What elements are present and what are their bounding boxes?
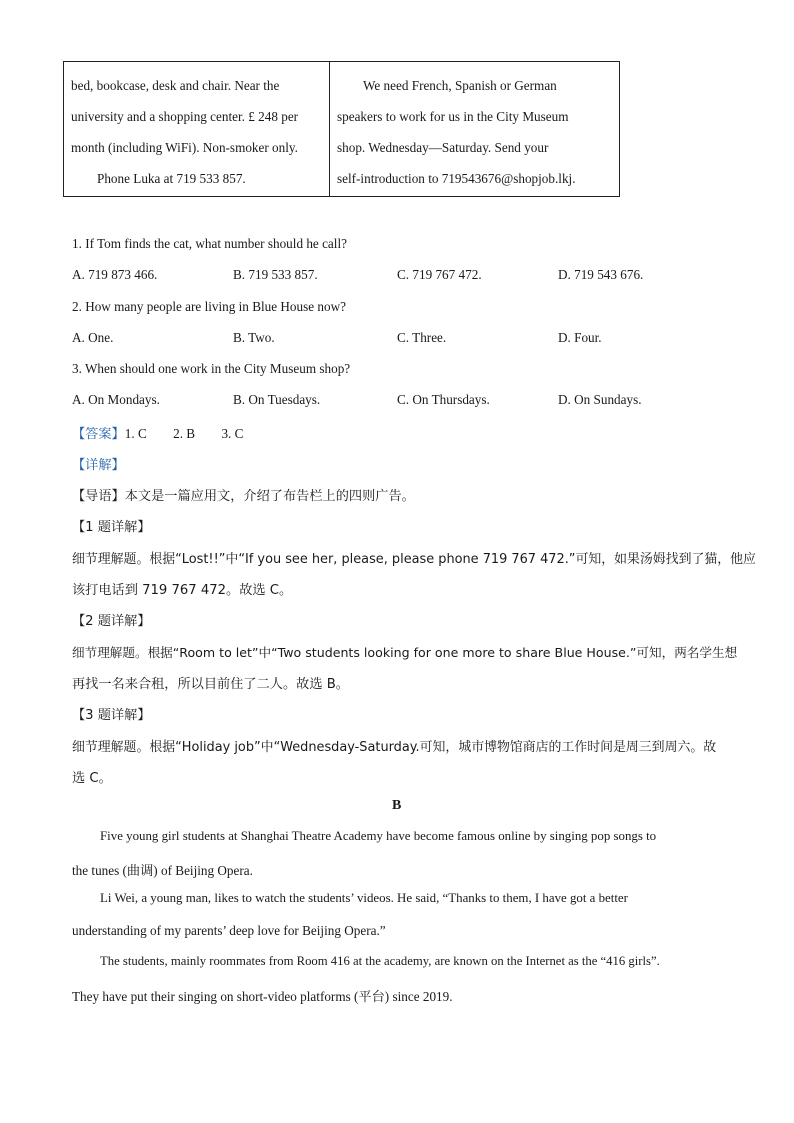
question-1-option-d: D. 719 543 676. [558, 267, 644, 282]
question-3-option-c: C. On Thursdays. [397, 392, 490, 407]
q1-detail-line1: 细节理解题。根据“Lost!!”中“If you see her, please, please phone 719 767 472.”可知，如果汤姆找到了猫，他应 [72, 552, 756, 567]
question-3-stem: 3. When should one work in the City Museum shop? [72, 361, 351, 376]
ad-line: bed, bookcase, desk and chair. Near the [71, 78, 280, 93]
passage-line: Li Wei, a young man, likes to watch the students’ videos. He said, “Thanks to them, I have got a better [100, 891, 628, 905]
question-2-stem: 2. How many people are living in Blue House now? [72, 299, 346, 314]
ad-line: We need French, Spanish or German [363, 78, 557, 93]
passage-line: The students, mainly roommates from Room 416 at the academy, are known on the Internet as the “416 girls”. [100, 954, 660, 968]
q1-detail-heading: 【1 题详解】 [72, 520, 151, 535]
question-3-option-b: B. On Tuesdays. [233, 392, 321, 407]
ad-line: month (including WiFi). Non-smoker only. [71, 140, 298, 155]
question-3-option-d: D. On Sundays. [558, 392, 642, 407]
passage-line: Five young girl students at Shanghai Theatre Academy have become famous online by singing pop songs to [100, 829, 657, 843]
question-2-option-d: D. Four. [558, 330, 602, 345]
answer-label: 【答案】 [72, 427, 125, 442]
ad-line: university and a shopping center. £ 248 per [71, 109, 299, 124]
question-1-option-b: B. 719 533 857. [233, 267, 318, 282]
ad-holiday-job-cell [330, 62, 620, 197]
q2-detail-heading: 【2 题详解】 [72, 614, 151, 629]
ads-table [63, 61, 620, 197]
q2-detail-line1: 细节理解题。根据“Room to let”中“Two students looking for one more to share Blue House.”可知，两名学生想 [72, 645, 738, 660]
q3-detail-line2: 选 C。 [72, 771, 112, 786]
question-2-option-c: C. Three. [397, 330, 447, 345]
ad-line: shop. Wednesday—Saturday. Send your [337, 140, 549, 155]
ad-line: Phone Luka at 719 533 857. [97, 171, 246, 186]
answer-values: 1. C 2. B 3. C [124, 426, 244, 441]
question-2-option-b: B. Two. [233, 330, 275, 345]
section-b-heading: B [392, 798, 402, 813]
passage-line: understanding of my parents’ deep love for Beijing Opera.” [72, 923, 386, 938]
q2-detail-line2: 再找一名来合租，所以目前住了二人。故选 B。 [72, 677, 349, 692]
ad-line: speakers to work for us in the City Museum [337, 109, 569, 124]
q3-detail-line1: 细节理解题。根据“Holiday job”中“Wednesday-Saturday.可知，城市博物馆商店的工作时间是周三到周六。故 [72, 740, 717, 755]
ad-line: self-introduction to 719543676@shopjob.lkj. [337, 171, 576, 186]
answer-line [72, 423, 243, 442]
q1-detail-line2: 该打电话到 719 767 472。故选 C。 [72, 583, 293, 598]
passage-line: They have put their singing on short-video platforms (平台) since 2019. [72, 989, 453, 1004]
intro-text: 【导语】本文是一篇应用文，介绍了布告栏上的四则广告。 [72, 489, 415, 504]
question-1-option-c: C. 719 767 472. [397, 267, 482, 282]
question-2-option-a: A. One. [72, 330, 114, 345]
q3-detail-heading: 【3 题详解】 [72, 708, 151, 723]
ad-room-to-let-cell [64, 62, 330, 197]
question-1-option-a: A. 719 873 466. [72, 267, 158, 282]
detail-label: 【详解】 [72, 458, 125, 473]
question-1-stem: 1. If Tom finds the cat, what number should he call? [72, 236, 347, 251]
question-3-option-a: A. On Mondays. [72, 392, 160, 407]
passage-line: the tunes (曲调) of Beijing Opera. [72, 863, 253, 878]
